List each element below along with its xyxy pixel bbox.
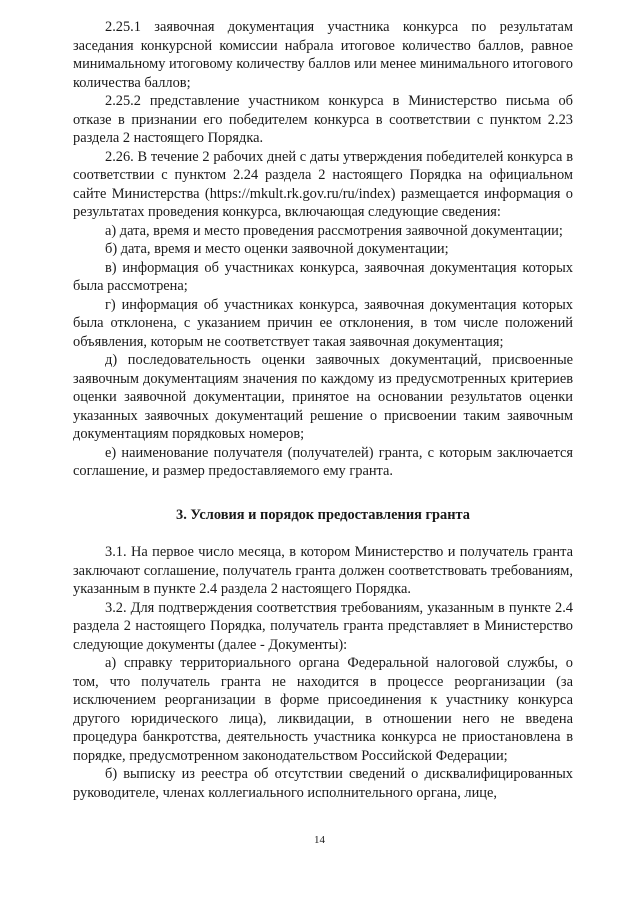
list-item-g: г) информация об участниках конкурса, заявочная документация которых была отклонена, с указанием причин ее отклонения, в том числе положений объявления, которым не соответствует такая заявочная документация; <box>73 296 573 350</box>
list-item-e: е) наименование получателя (получателей) гранта, с которым заключается соглашение, и размер предоставляемого ему гранта. <box>73 444 573 479</box>
list-item-a: а) дата, время и место проведения рассмотрения заявочной документации; <box>105 222 563 239</box>
list-item-a-2: а) справку территориального органа Федеральной налоговой службы, о том, что получатель гранта не находится в процессе реорганизации (за исключением реорганизации в форме присоединения к участнику конкурса другого юридического лица), ликвидации, в отношении него не введена процедура банкротства, деятельность участника конкурса не приостановлена в порядке, предусмотренном законодательством Российской Федерации; <box>73 655 573 764</box>
list-item-d: д) последовательность оценки заявочных документаций, присвоенные заявочным документациям значения по каждому из предусмотренных критериев оценки заявочной документации, принятое на основании результатов оценки указанных заявочных документаций решение о присвоении таким заявочным документациям порядковых номеров; <box>73 352 573 442</box>
document-body <box>73 18 573 802</box>
list-item-b: б) дата, время и место оценки заявочной документации; <box>105 241 449 257</box>
paragraph-3-1: 3.1. На первое число месяца, в котором Министерство и получатель гранта заключают соглашение, получатель гранта должен соответствовать требованиям, указанным в пункте 2.4 раздела 2 настоящего Порядка. <box>73 544 573 597</box>
paragraph-2-26: 2.26. В течение 2 рабочих дней с даты утверждения победителей конкурса в соответствии с пунктом 2.24 раздела 2 настоящего Порядка на официальном сайте Министерства (https://mkult.rk.gov.ru/ru/index) размещается информация о результатах проведения конкурса, включающая следующие сведения: <box>73 148 573 220</box>
paragraph-2-25-2: 2.25.2 представление участником конкурса в Министерство письма об отказе в признании его победителем конкурса в соответствии с пунктом 2.23 раздела 2 настоящего Порядка. <box>73 93 573 146</box>
list-item-v: в) информация об участниках конкурса, заявочная документация которых была рассмотрена; <box>73 259 573 294</box>
list-item-b-2: б) выписку из реестра об отсутствии сведений о дисквалифицированных руководителе, членах коллегиального исполнительного органа, лице, <box>73 766 573 801</box>
section-heading: 3. Условия и порядок предоставления гранта <box>176 506 470 523</box>
paragraph-3-2: 3.2. Для подтверждения соответствия требованиям, указанным в пункте 2.4 раздела 2 настоящего Порядка, получатель гранта представляет в Министерство следующие документы (далее - Документы): <box>73 599 573 653</box>
page-number: 14 <box>314 834 325 846</box>
paragraph-2-25-1: 2.25.1 заявочная документация участника конкурса по результатам заседания конкурсной комиссии набрала итоговое количество баллов, равное минимальному итоговому количеству баллов или менее минимального итогового количества баллов; <box>73 19 573 91</box>
